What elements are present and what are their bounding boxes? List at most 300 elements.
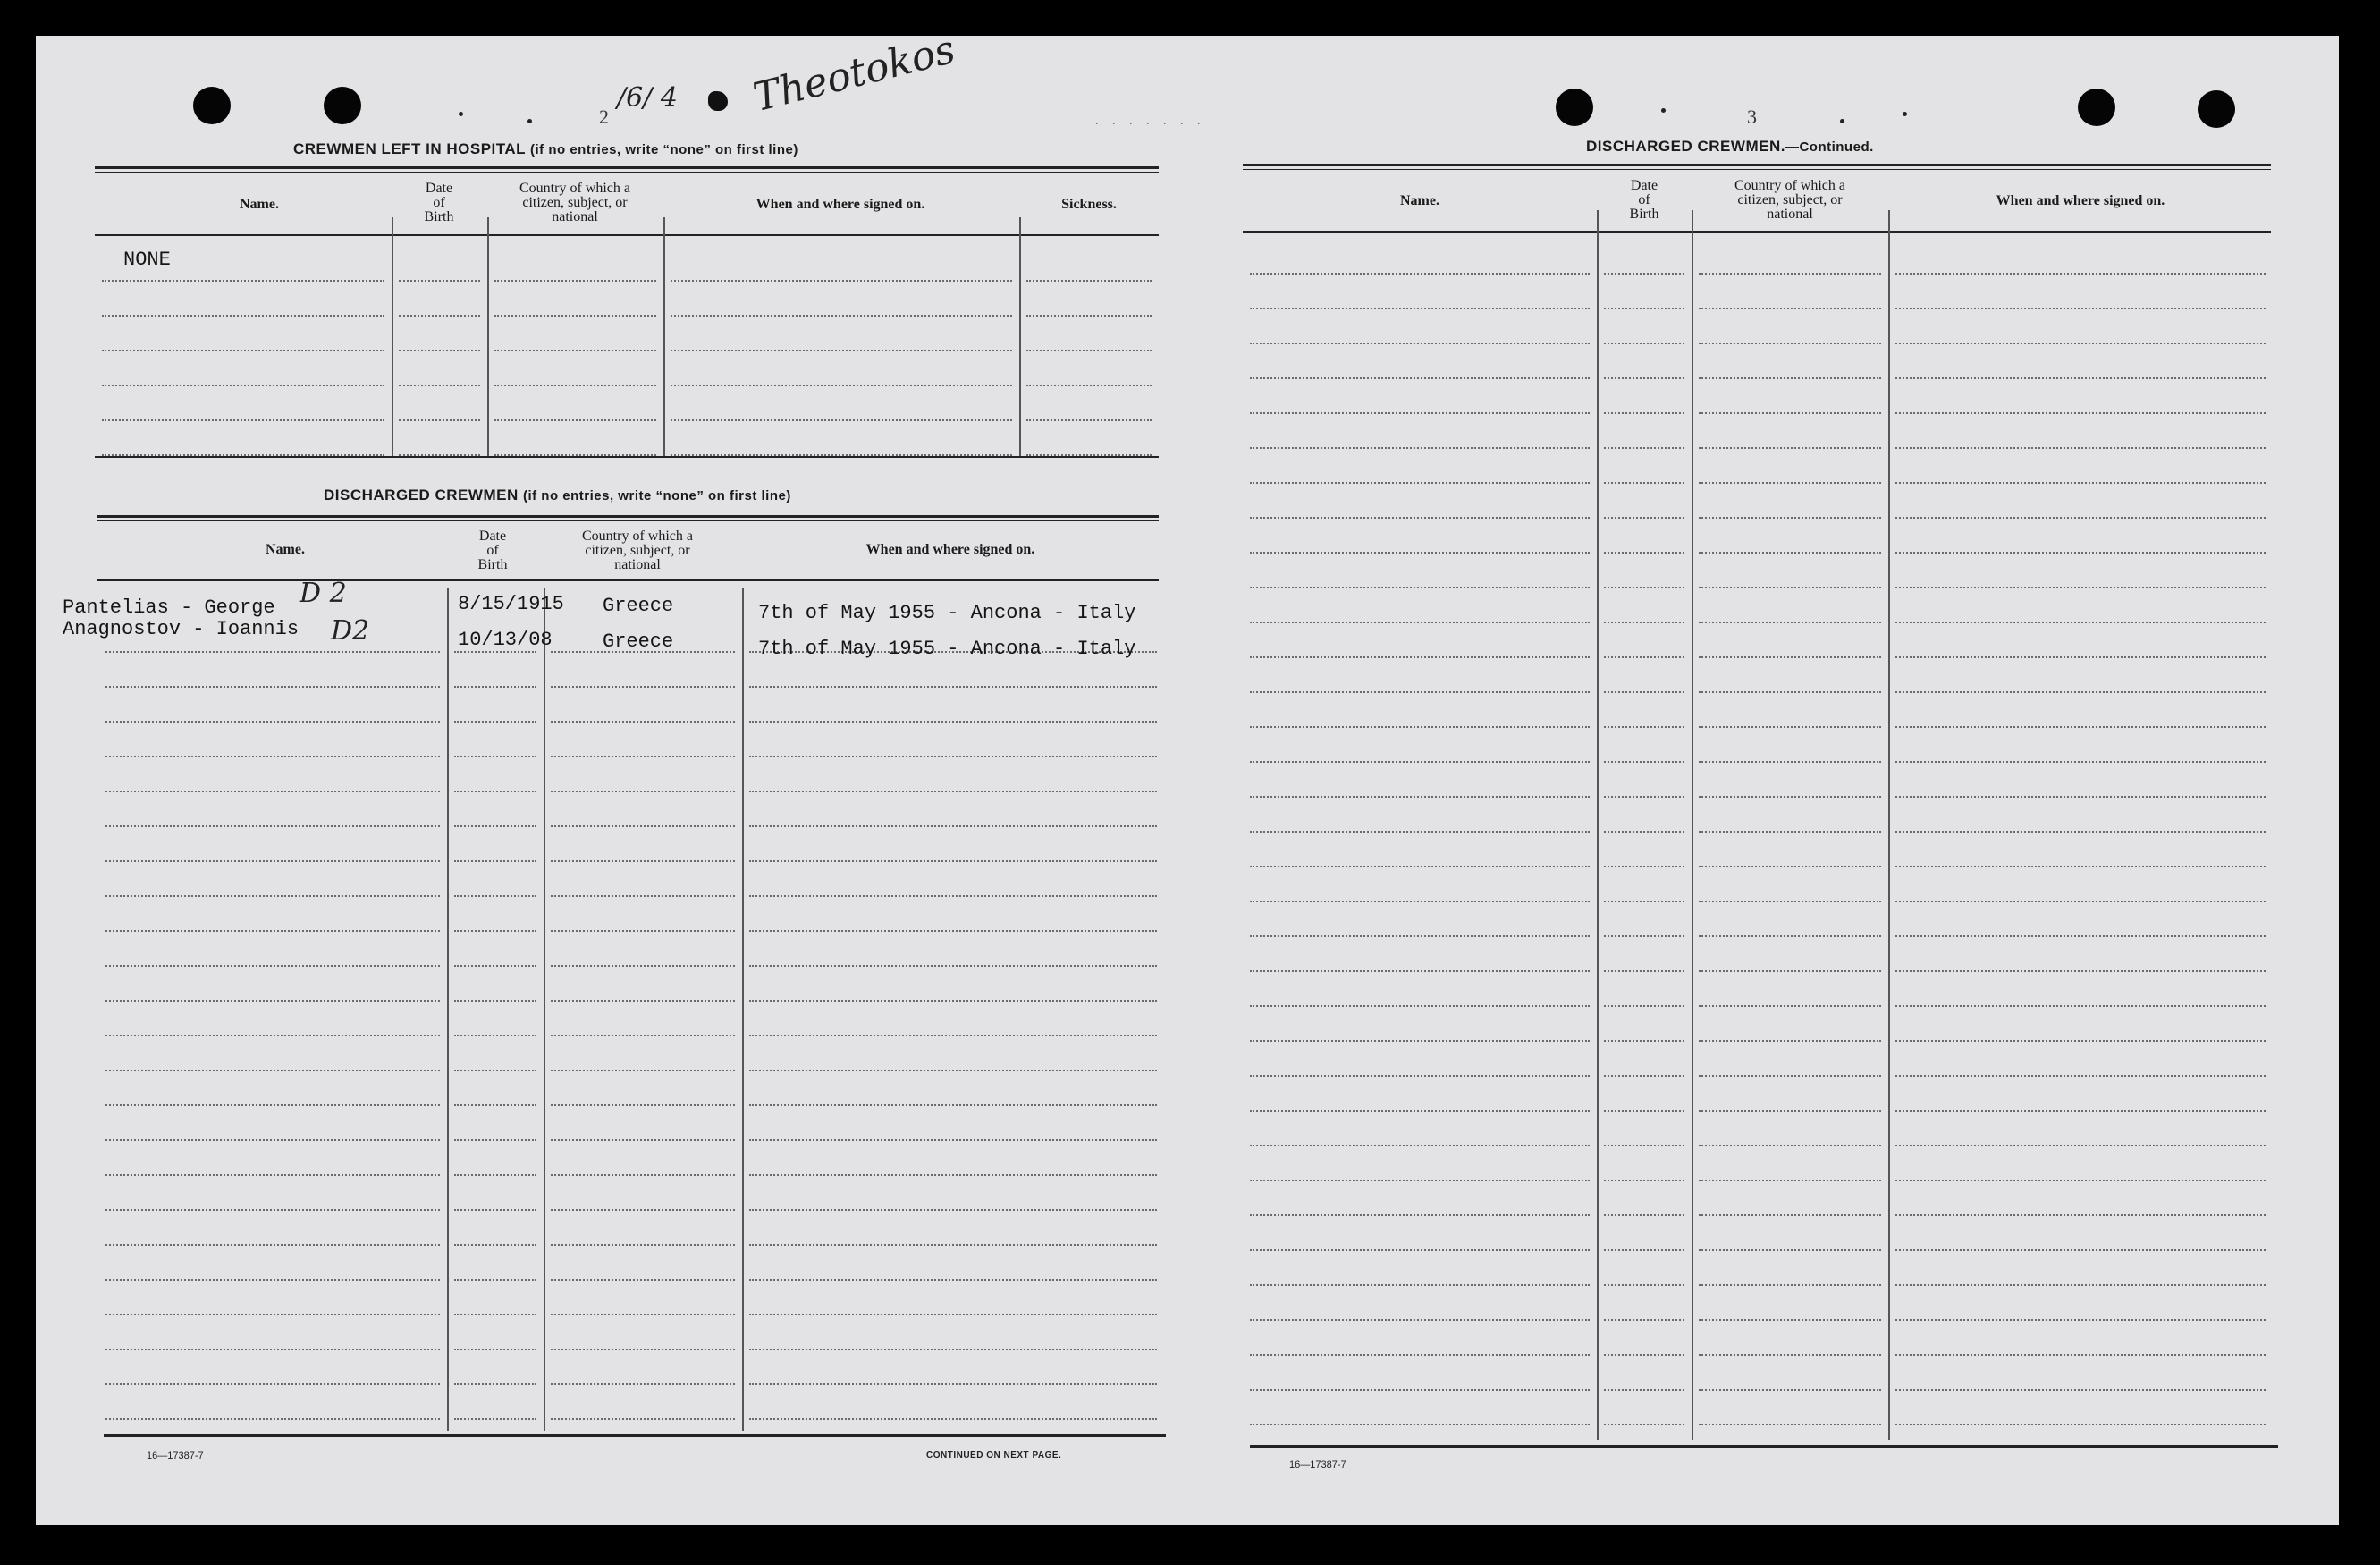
ruled-line [1604, 447, 1684, 449]
ruled-line [105, 791, 440, 792]
ruled-line [1895, 552, 2266, 554]
ruled-line [105, 1383, 440, 1385]
ruled-line [551, 860, 735, 862]
ruled-line [1895, 1005, 2266, 1007]
ruled-line [1699, 1214, 1881, 1216]
ruled-line [1250, 691, 1590, 693]
ruled-line [1699, 343, 1881, 344]
ruled-line [1699, 1319, 1881, 1321]
ruled-line [1604, 901, 1684, 902]
ruled-line [1250, 1284, 1590, 1286]
ruled-line [1250, 901, 1590, 902]
ruled-line [1699, 1040, 1881, 1042]
ruled-line [494, 315, 656, 317]
punch-hole-icon [2198, 90, 2235, 128]
ruled-line [1250, 1005, 1590, 1007]
ruled-line [671, 419, 1012, 421]
ruled-line [105, 930, 440, 932]
column-divider [447, 588, 449, 1431]
crewman-signed-on: 7th of May 1955 - Ancona - Italy [758, 602, 1136, 624]
ruled-line [105, 1070, 440, 1071]
ruled-line [1895, 656, 2266, 658]
ruled-line [749, 1418, 1157, 1420]
ruled-line [671, 385, 1012, 386]
ruled-line [551, 930, 735, 932]
ruled-line [1699, 866, 1881, 867]
ruled-line [551, 1244, 735, 1246]
ruled-line [1604, 1075, 1684, 1077]
right-form-number: 16—17387-7 [1289, 1459, 1346, 1470]
ruled-line [551, 825, 735, 827]
ruled-line [494, 385, 656, 386]
ruled-line [1250, 517, 1590, 519]
ruled-line [749, 1104, 1157, 1106]
right-page-number: 3 [1747, 106, 1757, 128]
ruled-line [1604, 343, 1684, 344]
ruled-line [551, 791, 735, 792]
ruled-line [1250, 726, 1590, 728]
ruled-line [105, 1279, 440, 1281]
ruled-line [1250, 1249, 1590, 1251]
ruled-line [1250, 1424, 1590, 1425]
ruled-line [454, 686, 536, 688]
ruled-line [454, 825, 536, 827]
ruled-line [1699, 726, 1881, 728]
ruled-line [1604, 587, 1684, 588]
ruled-line [1699, 377, 1881, 379]
ruled-line [1604, 1354, 1684, 1356]
ruled-line [749, 895, 1157, 897]
right-header-signed: When and where signed on. [1996, 193, 2165, 208]
ruled-line [102, 350, 384, 351]
ruled-line [1895, 1319, 2266, 1321]
ruled-line [454, 791, 536, 792]
ruled-line [1895, 831, 2266, 833]
left-page-number: 2 [599, 106, 609, 128]
ruled-line [1604, 1284, 1684, 1286]
ruled-line [105, 1000, 440, 1002]
ruled-line [105, 1314, 440, 1315]
ruled-line [102, 315, 384, 317]
ruled-line [1895, 901, 2266, 902]
ruled-line [105, 1035, 440, 1036]
ruled-line [1699, 1110, 1881, 1112]
ruled-line [1604, 1214, 1684, 1216]
crewman-dob: 8/15/1915 [458, 593, 564, 615]
ruled-line [1604, 656, 1684, 658]
column-divider [1597, 210, 1599, 1440]
ruled-line [1895, 1389, 2266, 1391]
ruled-line [1699, 482, 1881, 484]
ruled-line [551, 1314, 735, 1315]
ruled-line [105, 686, 440, 688]
ruled-line [454, 1104, 536, 1106]
ruled-line [1895, 970, 2266, 972]
ruled-line [454, 1035, 536, 1036]
ruled-line [1604, 970, 1684, 972]
ruled-line [1895, 273, 2266, 275]
ruled-line [551, 756, 735, 757]
ruled-line [399, 419, 480, 421]
ruled-line [1250, 273, 1590, 275]
ruled-line [671, 315, 1012, 317]
ruled-line [399, 350, 480, 351]
ruled-line [105, 895, 440, 897]
hospital-header-sickness: Sickness. [1061, 197, 1117, 212]
ruled-line [1026, 350, 1152, 351]
ruled-line [1895, 726, 2266, 728]
ruled-line [1699, 308, 1881, 309]
ruled-line [1895, 412, 2266, 414]
ruled-line [105, 1418, 440, 1420]
ruled-line [749, 1209, 1157, 1211]
ruled-line [749, 1139, 1157, 1141]
ruled-line [105, 721, 440, 723]
ruled-line [494, 350, 656, 351]
ruled-line [1699, 1075, 1881, 1077]
ruled-line [1699, 412, 1881, 414]
ruled-line [1699, 1005, 1881, 1007]
ruled-line [671, 280, 1012, 282]
ruled-line [1699, 796, 1881, 798]
ruled-line [399, 315, 480, 317]
crewman-signed-on: 7th of May 1955 - Ancona - Italy [758, 638, 1136, 660]
discharged-header-dob: Date of Birth [477, 529, 508, 572]
ruled-line [551, 1104, 735, 1106]
ruled-line [551, 965, 735, 967]
ruled-line [749, 1279, 1157, 1281]
ruled-line [1250, 412, 1590, 414]
punch-hole-icon [1556, 89, 1593, 126]
ruled-line [454, 1000, 536, 1002]
ruled-line [749, 860, 1157, 862]
crewman-country: Greece [603, 630, 674, 653]
ruled-line [1604, 796, 1684, 798]
ruled-line [1895, 1424, 2266, 1425]
ruled-line [1699, 447, 1881, 449]
ruled-line [1250, 343, 1590, 344]
ruled-line [105, 965, 440, 967]
crewman-name: Pantelias - George [63, 596, 275, 619]
ruled-line [1895, 1110, 2266, 1112]
ruled-line [1699, 1424, 1881, 1425]
ruled-line [749, 1349, 1157, 1350]
column-divider [487, 217, 489, 456]
ruled-line [454, 1314, 536, 1315]
ruled-line [1895, 482, 2266, 484]
ruled-line [1699, 761, 1881, 763]
right-header-country: Country of which a citizen, subject, or national [1734, 178, 1845, 222]
ruled-line [551, 1383, 735, 1385]
ruled-line [1895, 622, 2266, 623]
ruled-line [749, 756, 1157, 757]
crewman-name: Anagnostov - Ioannis [63, 618, 300, 640]
ruled-line [454, 1349, 536, 1350]
ruled-line [102, 419, 384, 421]
column-divider [392, 217, 393, 456]
ruled-line [551, 1209, 735, 1211]
ruled-line [749, 1000, 1157, 1002]
ruled-line [1895, 1145, 2266, 1146]
right-header-name: Name. [1400, 193, 1439, 208]
ruled-line [454, 1244, 536, 1246]
ruled-line [1250, 1354, 1590, 1356]
ruled-line [454, 1174, 536, 1176]
ruled-line [1604, 1389, 1684, 1391]
handwritten-vessel-name: Theotokos [748, 26, 960, 121]
right-header-dob: Date of Birth [1629, 178, 1659, 222]
ruled-line [749, 930, 1157, 932]
column-divider [663, 217, 665, 456]
punch-hole-icon [324, 87, 361, 124]
ruled-line [551, 1279, 735, 1281]
ruled-line [749, 721, 1157, 723]
ruled-line [1250, 587, 1590, 588]
ruled-line [1250, 447, 1590, 449]
ruled-line [1699, 1249, 1881, 1251]
ruled-line [1604, 517, 1684, 519]
ruled-line [1026, 315, 1152, 317]
ruled-line [1250, 1145, 1590, 1146]
ruled-line [1895, 1075, 2266, 1077]
ruled-line [454, 1383, 536, 1385]
ruled-line [1699, 831, 1881, 833]
ruled-line [1604, 831, 1684, 833]
ruled-line [1895, 377, 2266, 379]
ruled-line [1699, 691, 1881, 693]
hospital-header-name: Name. [240, 197, 279, 212]
column-divider [742, 588, 744, 1431]
ruled-line [1250, 761, 1590, 763]
hospital-first-entry: NONE [123, 249, 171, 271]
ruled-line [1699, 935, 1881, 937]
ruled-line [551, 1070, 735, 1071]
ruled-line [1699, 622, 1881, 623]
ruled-line [1895, 691, 2266, 693]
ruled-line [105, 1174, 440, 1176]
column-divider [1888, 210, 1890, 1440]
ruled-line [1604, 1180, 1684, 1181]
discharged-header-name: Name. [266, 542, 305, 557]
ruled-line [551, 1000, 735, 1002]
ruled-line [1895, 343, 2266, 344]
ruled-line [1604, 377, 1684, 379]
ruled-line [1699, 901, 1881, 902]
ruled-line [1604, 726, 1684, 728]
ruled-line [1895, 447, 2266, 449]
ruled-line [1250, 970, 1590, 972]
ruled-line [1250, 935, 1590, 937]
ruled-line [1604, 412, 1684, 414]
ruled-line [1604, 273, 1684, 275]
ruled-line [1895, 1284, 2266, 1286]
ruled-line [1604, 761, 1684, 763]
handwritten-discharge-mark: D2 [331, 615, 370, 647]
ruled-line [105, 651, 440, 653]
discharged-header-country: Country of which a citizen, subject, or national [582, 529, 693, 572]
ruled-line [551, 721, 735, 723]
ruled-line [1699, 1389, 1881, 1391]
ruled-line [1250, 831, 1590, 833]
ruled-line [399, 280, 480, 282]
discharged-header-signed: When and where signed on. [865, 542, 1035, 557]
right-section-title: DISCHARGED CREWMEN.—Continued. [1586, 138, 1874, 155]
ruled-line [454, 965, 536, 967]
ruled-line [454, 930, 536, 932]
hospital-header-signed: When and where signed on. [755, 197, 925, 212]
ruled-line [551, 686, 735, 688]
ruled-line [1604, 552, 1684, 554]
ruled-line [1699, 273, 1881, 275]
ruled-line [399, 385, 480, 386]
left-form-number: 16—17387-7 [147, 1451, 204, 1461]
discharged-section-title: DISCHARGED CREWMEN (if no entries, write “none” on first line) [324, 486, 791, 503]
ruled-line [1895, 935, 2266, 937]
ruled-line [1895, 1040, 2266, 1042]
ruled-line [1250, 552, 1590, 554]
ruled-line [749, 1070, 1157, 1071]
ruled-line [1250, 796, 1590, 798]
ruled-line [454, 721, 536, 723]
ruled-line [749, 1174, 1157, 1176]
hospital-section-title: CREWMEN LEFT IN HOSPITAL (if no entries, write “none” on first line) [293, 140, 798, 157]
ruled-line [105, 825, 440, 827]
ruled-line [1604, 1005, 1684, 1007]
ruled-line [1604, 935, 1684, 937]
ruled-line [1699, 587, 1881, 588]
column-divider [544, 588, 545, 1431]
ruled-line [749, 1035, 1157, 1036]
ruled-line [494, 280, 656, 282]
ruled-line [1250, 866, 1590, 867]
ruled-line [1604, 866, 1684, 867]
ruled-line [1604, 1249, 1684, 1251]
ruled-line [749, 825, 1157, 827]
ruled-line [1026, 419, 1152, 421]
continued-note: CONTINUED ON NEXT PAGE. [926, 1451, 1062, 1460]
ruled-line [454, 1209, 536, 1211]
ruled-line [1250, 622, 1590, 623]
punch-hole-icon [2078, 89, 2115, 126]
ruled-line [454, 1418, 536, 1420]
crewman-dob: 10/13/08 [458, 629, 553, 651]
ruled-line [105, 1209, 440, 1211]
ruled-line [1699, 1354, 1881, 1356]
ruled-line [1604, 308, 1684, 309]
ruled-line [1250, 1389, 1590, 1391]
hospital-header-country: Country of which a citizen, subject, or national [519, 181, 630, 224]
ruled-line [1699, 1145, 1881, 1146]
ruled-line [105, 1104, 440, 1106]
ruled-line [105, 1244, 440, 1246]
ruled-line [454, 895, 536, 897]
ruled-line [1604, 482, 1684, 484]
ruled-line [1895, 308, 2266, 309]
ruled-line [1604, 1040, 1684, 1042]
ruled-line [1026, 280, 1152, 282]
ruled-line [1895, 1354, 2266, 1356]
ruled-line [454, 860, 536, 862]
ruled-line [1895, 1180, 2266, 1181]
column-divider [1019, 217, 1021, 456]
handwritten-check-mark [708, 91, 728, 111]
ruled-line [454, 756, 536, 757]
ruled-line [1604, 1319, 1684, 1321]
ruled-line [1895, 1249, 2266, 1251]
ruled-line [454, 1139, 536, 1141]
punch-hole-icon [193, 87, 231, 124]
ruled-line [494, 419, 656, 421]
ruled-line [1895, 866, 2266, 867]
ruled-line [1895, 517, 2266, 519]
handwritten-discharge-mark: D 2 [300, 578, 347, 609]
ruled-line [1250, 1075, 1590, 1077]
ruled-line [749, 791, 1157, 792]
ruled-line [749, 686, 1157, 688]
ruled-line [1604, 691, 1684, 693]
ruled-line [102, 385, 384, 386]
ruled-line [1699, 970, 1881, 972]
ruled-line [1604, 622, 1684, 623]
hospital-header-dob: Date of Birth [424, 181, 454, 224]
ruled-line [1250, 308, 1590, 309]
ruled-line [1604, 1110, 1684, 1112]
ruled-line [749, 965, 1157, 967]
ruled-line [1250, 656, 1590, 658]
ruled-line [1699, 656, 1881, 658]
ruled-line [454, 651, 536, 653]
ruled-line [1250, 1040, 1590, 1042]
ruled-line [105, 1139, 440, 1141]
ruled-line [551, 1349, 735, 1350]
column-divider [1692, 210, 1693, 1440]
ruled-line [551, 1139, 735, 1141]
ruled-line [1699, 1284, 1881, 1286]
ruled-line [749, 1314, 1157, 1315]
ruled-line [1250, 377, 1590, 379]
ruled-line [1250, 1110, 1590, 1112]
crewman-country: Greece [603, 595, 674, 617]
ruled-line [1250, 1319, 1590, 1321]
ruled-line [1604, 1145, 1684, 1146]
ruled-line [454, 1279, 536, 1281]
ruled-line [105, 860, 440, 862]
ruled-line [551, 1174, 735, 1176]
ledger-sheet: . . . . . . . 2 /6/ 4 Theotokos 3 CREWMEN LEFT IN HOSPITAL (if no entries, write “none” on first line) Name. Date of Birth Country of which a citizen, subject, or national When and where signed on. Sickness. NONE DISCHARGED CREWMEN (if no entries, write “none” on first line) Name. Date of Birth Country of which a citizen, subject, or national When and where signed on. Pantelias - George D 2 8/15/1915 Greece 7th of May 1955 - Ancona - Italy Anagnostov - Ioannis D2 10/13/08 Greece 7th of May 1955 - Ancona - Italy 16—17387-7 CONTINUED ON NEXT PAGE. DISCHARGED CREWMEN.—Continued. Name. Date of Birth Country of which a citizen, subject, or national When and where signed on. 16—17387-7 [36, 36, 2339, 1525]
ruled-line [1699, 517, 1881, 519]
ruled-line [749, 1383, 1157, 1385]
ruled-line [105, 756, 440, 757]
ruled-line [551, 1418, 735, 1420]
ruled-line [551, 895, 735, 897]
ruled-line [551, 1035, 735, 1036]
ruled-line [105, 1349, 440, 1350]
ruled-line [1250, 1214, 1590, 1216]
ruled-line [671, 350, 1012, 351]
ruled-line [1895, 1214, 2266, 1216]
ruled-line [1699, 1180, 1881, 1181]
handwritten-date: /6/ 4 [617, 82, 678, 114]
ruled-line [1895, 587, 2266, 588]
ruled-line [1250, 482, 1590, 484]
ruled-line [1026, 385, 1152, 386]
ruled-line [454, 1070, 536, 1071]
ruled-line [102, 280, 384, 282]
ruled-line [1604, 1424, 1684, 1425]
ruled-line [1250, 1180, 1590, 1181]
ruled-line [1699, 552, 1881, 554]
ruled-line [749, 1244, 1157, 1246]
